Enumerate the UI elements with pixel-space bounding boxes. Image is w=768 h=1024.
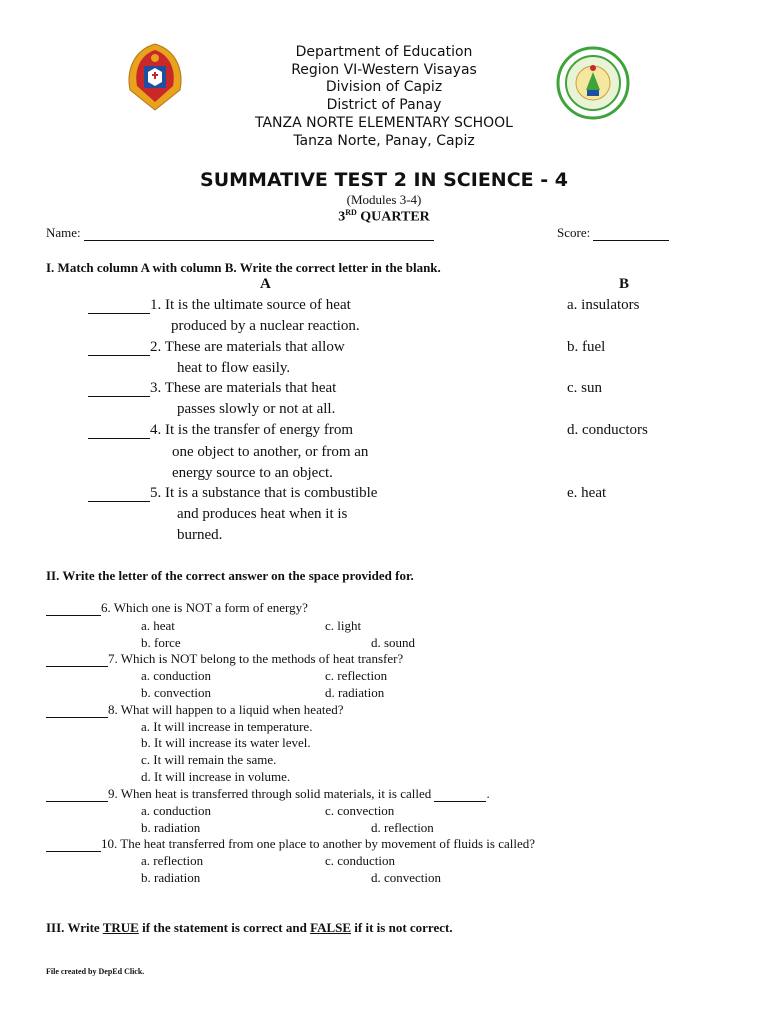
choice-b: b. fuel xyxy=(567,339,606,355)
matching-item-2: 2. These are materials that allow xyxy=(88,339,345,356)
part1-instruction: I. Match column A with column B. Write the correct letter in the blank. xyxy=(46,260,441,275)
q6-option-a: a. heat xyxy=(141,618,175,633)
modules-label: (Modules 3-4) xyxy=(346,192,422,207)
header-deped: Department of Education xyxy=(295,44,473,60)
header-division: Division of Capiz xyxy=(325,79,443,95)
matching-item-4: 4. It is the transfer of energy from xyxy=(88,422,353,439)
q6-option-d: d. sound xyxy=(371,635,416,650)
test-title: SUMMATIVE TEST 2 IN SCIENCE - 4 xyxy=(200,169,568,191)
q8-option-b: b. It will increase its water level. xyxy=(141,735,311,750)
q8-option-d: d. It will increase in volume. xyxy=(141,769,291,784)
answer-blank[interactable] xyxy=(88,341,150,356)
fill-in-blank[interactable] xyxy=(434,787,486,802)
matching-item-5-cont: and produces heat when it is xyxy=(177,506,348,522)
answer-blank[interactable] xyxy=(46,837,101,852)
quarter-label: 3RD QUARTER xyxy=(338,208,430,225)
answer-blank[interactable] xyxy=(88,299,150,314)
part2-instruction: II. Write the letter of the correct answer on the space provided for. xyxy=(46,568,414,583)
choice-d: d. conductors xyxy=(567,422,648,438)
q7-option-b: b. convection xyxy=(141,685,212,700)
answer-blank[interactable] xyxy=(46,652,108,667)
answer-blank[interactable] xyxy=(88,487,150,502)
q9-option-c: c. convection xyxy=(325,803,395,818)
q10-option-b: b. radiation xyxy=(141,870,201,885)
question-8: 8. What will happen to a liquid when heated? xyxy=(46,702,344,718)
q8-option-c: c. It will remain the same. xyxy=(141,752,277,767)
column-b-heading: B xyxy=(619,276,630,292)
q10-option-c: c. conduction xyxy=(325,853,396,868)
matching-item-1: 1. It is the ultimate source of heat xyxy=(88,297,351,314)
q9-option-d: d. reflection xyxy=(371,820,434,835)
matching-item-4-cont2: energy source to an object. xyxy=(172,465,333,481)
matching-item-2-cont: heat to flow easily. xyxy=(177,360,291,376)
choice-a: a. insulators xyxy=(567,297,640,313)
column-a-heading: A xyxy=(260,276,271,292)
matching-item-5-cont2: burned. xyxy=(177,527,223,543)
q10-option-a: a. reflection xyxy=(141,853,204,868)
q10-option-d: d. convection xyxy=(371,870,442,885)
q6-option-b: b. force xyxy=(141,635,181,650)
header-school-name: TANZA NORTE ELEMENTARY SCHOOL xyxy=(255,115,513,131)
q6-option-c: c. light xyxy=(325,618,362,633)
header-district: District of Panay xyxy=(326,97,442,113)
matching-item-3: 3. These are materials that heat xyxy=(88,380,336,397)
answer-blank[interactable] xyxy=(46,787,108,802)
q7-option-d: d. radiation xyxy=(325,685,385,700)
question-10: 10. The heat transferred from one place to another by movement of fluids is called? xyxy=(46,836,535,852)
score-field[interactable]: Score: xyxy=(557,225,669,241)
q7-option-a: a. conduction xyxy=(141,668,212,683)
q9-option-a: a. conduction xyxy=(141,803,212,818)
q8-option-a: a. It will increase in temperature. xyxy=(141,719,313,734)
question-7: 7. Which is NOT belong to the methods of heat transfer? xyxy=(46,651,403,667)
part3-instruction: III. Write TRUE if the statement is correct and FALSE if it is not correct. xyxy=(46,920,453,935)
choice-e: e. heat xyxy=(567,485,607,501)
answer-blank[interactable] xyxy=(46,703,108,718)
matching-item-1-cont: produced by a nuclear reaction. xyxy=(171,318,360,334)
name-field[interactable]: Name: xyxy=(46,225,434,241)
answer-blank[interactable] xyxy=(88,382,150,397)
matching-item-3-cont: passes slowly or not at all. xyxy=(177,401,336,417)
matching-item-5: 5. It is a substance that is combustible xyxy=(88,485,377,502)
matching-item-4-cont: one object to another, or from an xyxy=(172,444,369,460)
q7-option-c: c. reflection xyxy=(325,668,388,683)
q9-option-b: b. radiation xyxy=(141,820,201,835)
answer-blank[interactable] xyxy=(88,424,150,439)
question-9: 9. When heat is transferred through solid materials, it is called . xyxy=(46,786,490,802)
answer-blank[interactable] xyxy=(46,601,101,616)
header-region: Region VI-Western Visayas xyxy=(291,62,477,78)
header-address: Tanza Norte, Panay, Capiz xyxy=(293,133,475,149)
footer-credit: File created by DepEd Click. xyxy=(46,967,145,976)
choice-c: c. sun xyxy=(567,380,602,396)
question-6: 6. Which one is NOT a form of energy? xyxy=(46,600,308,616)
